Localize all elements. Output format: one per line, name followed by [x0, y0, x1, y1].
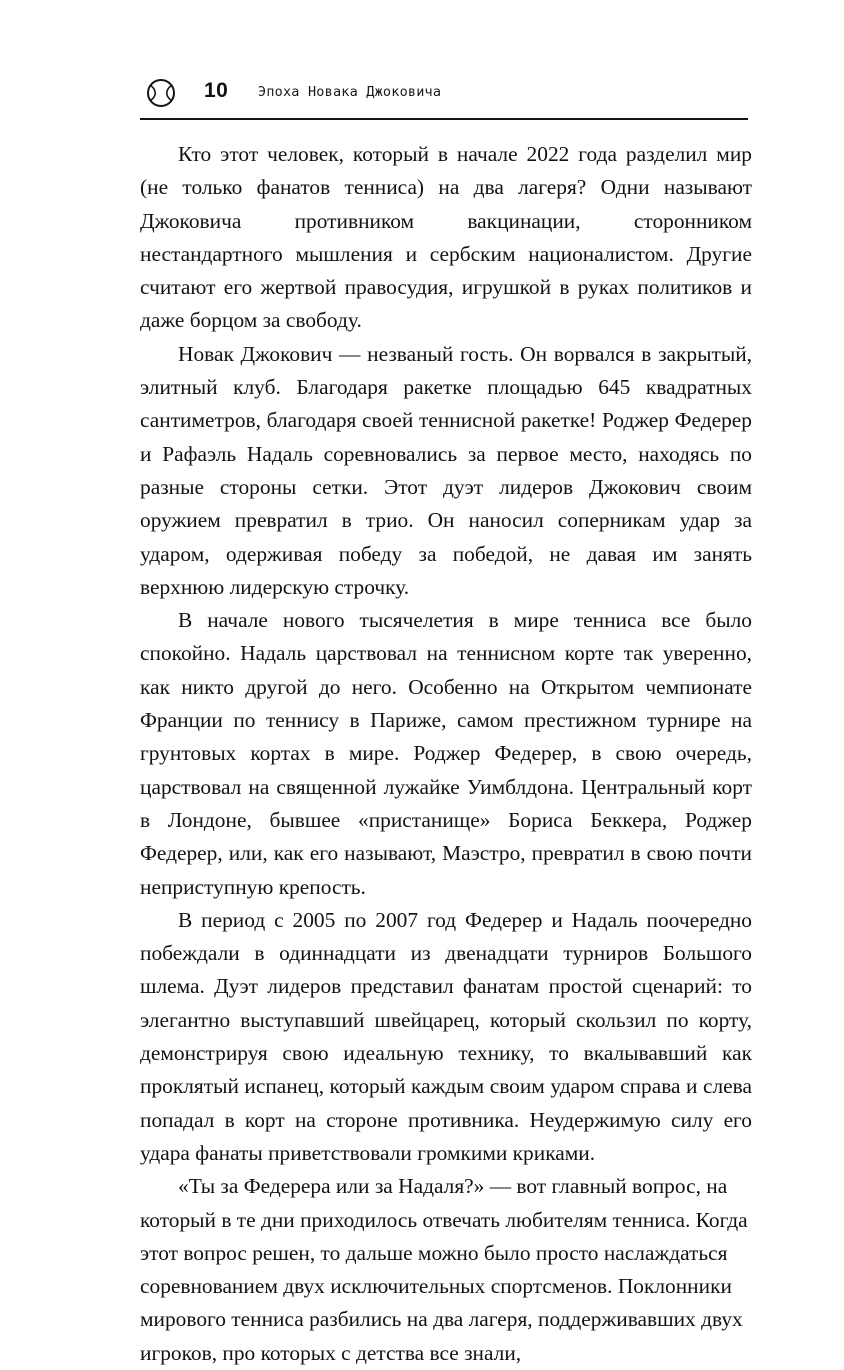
header-divider: [140, 118, 748, 120]
paragraph: В начале нового тысячелетия в мире тенниса все было спокойно. Надаль царствовал на теннисном корте так уверенно, как никто другой до него. Особенно на Открытом чемпионате Франции по теннису в Париже, самом престижном турнире на грунтовых кортах в мире. Роджер Федерер, в свою очередь, царствовал на священной лужайке Уимблдона. Центральный корт в Лондоне, бывшее «пристанище» Бориса Беккера, Роджер Федерер, или, как его называют, Маэстро, превратил в свою почти неприступную крепость.: [140, 608, 752, 899]
running-title: Эпоха Новака Джоковича: [258, 84, 442, 100]
paragraph: «Ты за Федерера или за Надаля?» — вот главный вопрос, на который в те дни приходилось отвечать любителям тенниса. Когда этот вопрос решен, то дальше можно было просто наслаждаться соревнованием двух исключительных спортсменов. Поклонники мирового тенниса разбились на два лагеря, поддерживавших двух игроков, про которых с детства все знали,: [140, 1174, 748, 1365]
page-number: 10: [204, 79, 229, 102]
tennis-ball-icon: [146, 78, 176, 108]
paragraph: В период с 2005 по 2007 год Федерер и Надаль поочередно побеждали в одиннадцати из двенадцати турниров Большого шлема. Дуэт лидеров представил фанатам простой сценарий: то элегантно выступавший швейцарец, который скользил по корту, демонстрируя свою идеальную технику, то вкалывавший как проклятый испанец, который каждым своим ударом справа и слева попадал в корт на стороне противника. Неудержимую силу его удара фанаты приветствовали громкими криками.: [140, 907, 752, 1165]
page-header: [140, 78, 748, 120]
paragraph: Новак Джокович — незваный гость. Он ворвался в закрытый, элитный клуб. Благодаря ракетке площадью 645 квадратных сантиметров, благодаря своей теннисной ракетке! Роджер Федерер и Рафаэль Надаль соревновались за первое место, находясь по разные стороны сетки. Этот дуэт лидеров Джокович своим оружием превратил в трио. Он наносил соперникам удар за ударом, одерживая победу за победой, не давая им занять верхнюю лидерскую строчку.: [140, 341, 752, 599]
paragraph: Кто этот человек, который в начале 2022 года разделил мир (не только фанатов тенниса) на два лагеря? Одни называют Джоковича противником вакцинации, сторонником нестандартного мышления и сербским националистом. Другие считают его жертвой правосудия, игрушкой в руках политиков и даже борцом за свободу.: [140, 142, 752, 333]
body-text: [140, 138, 752, 1370]
